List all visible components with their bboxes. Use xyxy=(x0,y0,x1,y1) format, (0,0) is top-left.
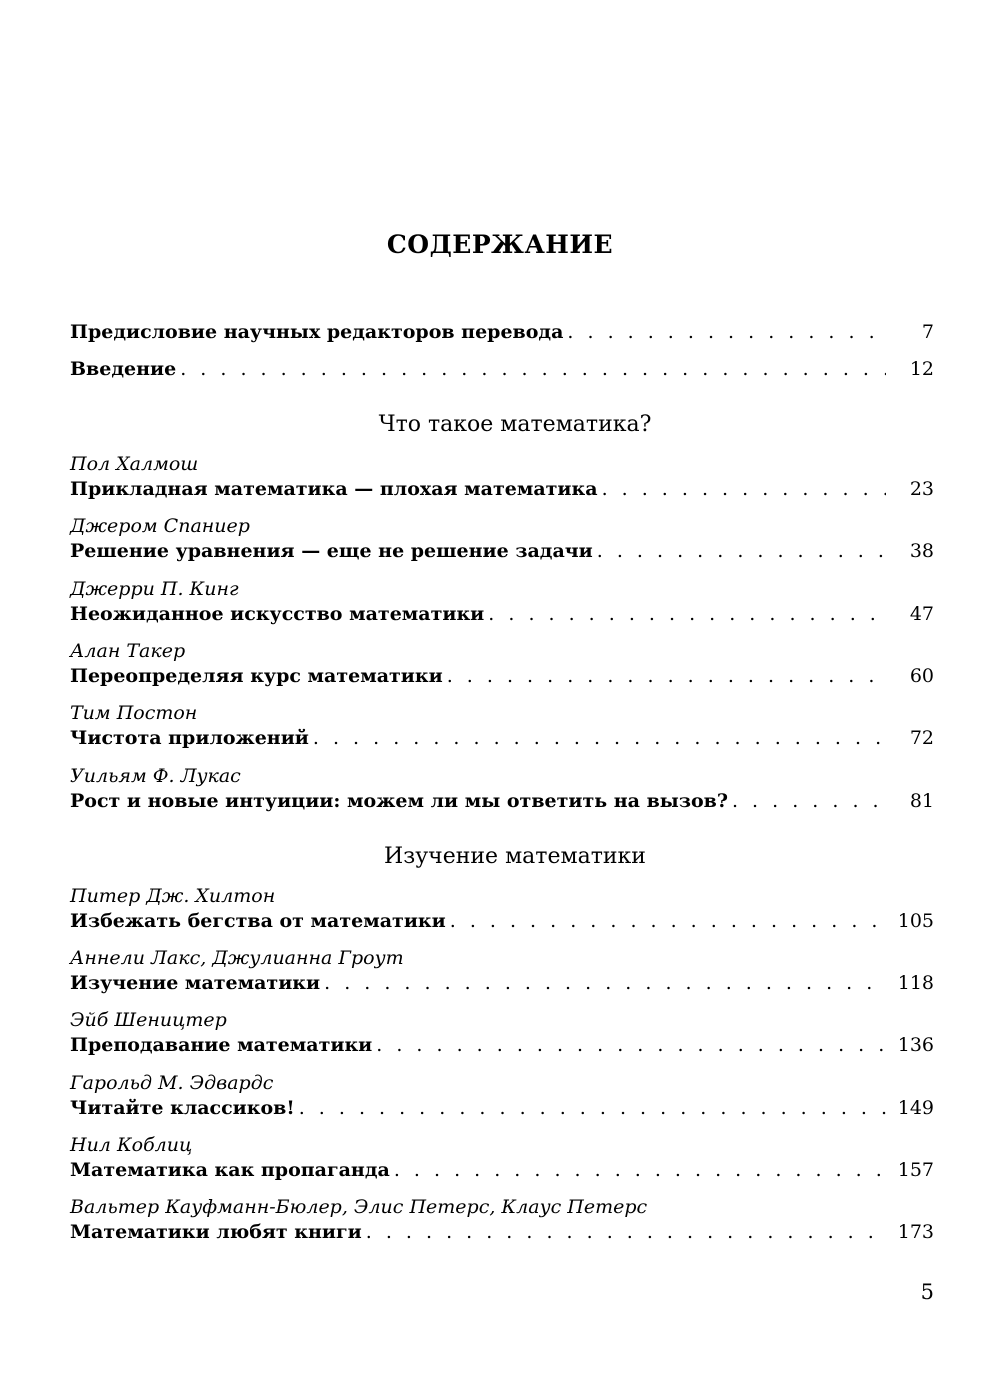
toc-entry xyxy=(70,355,934,383)
toc-entry-page: 157 xyxy=(897,1159,934,1181)
toc-entry xyxy=(70,662,934,690)
toc-entry-title: Избежать бегства от математики xyxy=(70,910,446,932)
toc-entry-page: 72 xyxy=(909,727,934,749)
leader-dots xyxy=(602,475,886,503)
toc-entry-author: Вальтер Кауфманн-Бюлер, Элис Петерс, Клаус Петерс xyxy=(70,1196,648,1218)
toc-entry-page: 136 xyxy=(897,1034,934,1056)
toc-entry-title: Математики любят книги xyxy=(70,1221,362,1243)
toc-entry-title: Математика как пропаганда xyxy=(70,1159,390,1181)
leader-dots xyxy=(732,787,886,815)
leader-dots xyxy=(180,355,886,383)
leader-dots xyxy=(299,1094,886,1122)
toc-entry-title: Преподавание математики xyxy=(70,1034,373,1056)
toc-entry-page: 105 xyxy=(897,910,934,932)
toc-entry-title: Введение xyxy=(70,358,177,380)
leader-dots xyxy=(376,1031,886,1059)
toc-entry xyxy=(70,537,934,565)
toc-entry-page: 7 xyxy=(921,321,934,343)
toc-entry xyxy=(70,907,934,935)
toc-entry-author: Питер Дж. Хилтон xyxy=(70,885,276,907)
leader-dots xyxy=(324,969,886,997)
toc-entry-page: 38 xyxy=(909,540,934,562)
page-number: 5 xyxy=(920,1280,934,1304)
leader-dots xyxy=(597,537,886,565)
toc-entry-author: Аннели Лакс, Джулианна Гроут xyxy=(70,947,404,969)
toc-entry-page: 60 xyxy=(909,665,934,687)
toc-entry-page: 47 xyxy=(909,603,934,625)
leader-dots xyxy=(447,662,886,690)
toc-entry xyxy=(70,318,934,346)
section-heading: Что такое математика? xyxy=(378,412,652,437)
toc-entry-page: 12 xyxy=(909,358,934,380)
toc-entry xyxy=(70,600,934,628)
toc-entry-page: 118 xyxy=(897,972,934,994)
leader-dots xyxy=(450,907,886,935)
toc-entry-title: Переопределяя курс математики xyxy=(70,665,443,687)
toc-entry-page: 23 xyxy=(909,478,934,500)
toc-entry xyxy=(70,969,934,997)
toc-entry xyxy=(70,1218,934,1246)
page-title: СОДЕРЖАНИЕ xyxy=(386,230,614,259)
toc-entry xyxy=(70,1094,934,1122)
toc-entry-page: 149 xyxy=(897,1097,934,1119)
toc-entry xyxy=(70,1031,934,1059)
section-heading: Изучение математики xyxy=(384,844,646,869)
toc-entry-title: Рост и новые интуиции: можем ли мы ответить на вызов? xyxy=(70,790,728,812)
toc-entry-title: Неожиданное искусство математики xyxy=(70,603,485,625)
leader-dots xyxy=(313,724,886,752)
toc-entry-author: Нил Коблиц xyxy=(70,1134,193,1156)
toc-entry-author: Джерри П. Кинг xyxy=(70,578,239,600)
leader-dots xyxy=(366,1218,886,1246)
toc-entry xyxy=(70,724,934,752)
toc-entry xyxy=(70,1156,934,1184)
toc-entry-author: Уильям Ф. Лукас xyxy=(70,765,241,787)
toc-entry-author: Алан Такер xyxy=(70,640,186,662)
toc-entry xyxy=(70,787,934,815)
toc-entry-author: Эйб Шеництер xyxy=(70,1009,227,1031)
toc-entry-page: 173 xyxy=(897,1221,934,1243)
toc-entry-title: Предисловие научных редакторов перевода xyxy=(70,321,564,343)
leader-dots xyxy=(394,1156,886,1184)
toc-entry-title: Решение уравнения — еще не решение задачи xyxy=(70,540,593,562)
toc-entry xyxy=(70,475,934,503)
toc-entry-title: Читайте классиков! xyxy=(70,1097,295,1119)
toc-entry-author: Джером Спаниер xyxy=(70,515,250,537)
toc-entry-title: Чистота приложений xyxy=(70,727,309,749)
toc-entry-author: Гарольд М. Эдвардс xyxy=(70,1072,274,1094)
toc-entry-title: Изучение математики xyxy=(70,972,321,994)
leader-dots xyxy=(488,600,886,628)
toc-entry-author: Пол Халмош xyxy=(70,453,199,475)
leader-dots xyxy=(567,318,886,346)
toc-entry-page: 81 xyxy=(909,790,934,812)
toc-entry-author: Тим Постон xyxy=(70,702,198,724)
toc-entry-title: Прикладная математика — плохая математика xyxy=(70,478,598,500)
